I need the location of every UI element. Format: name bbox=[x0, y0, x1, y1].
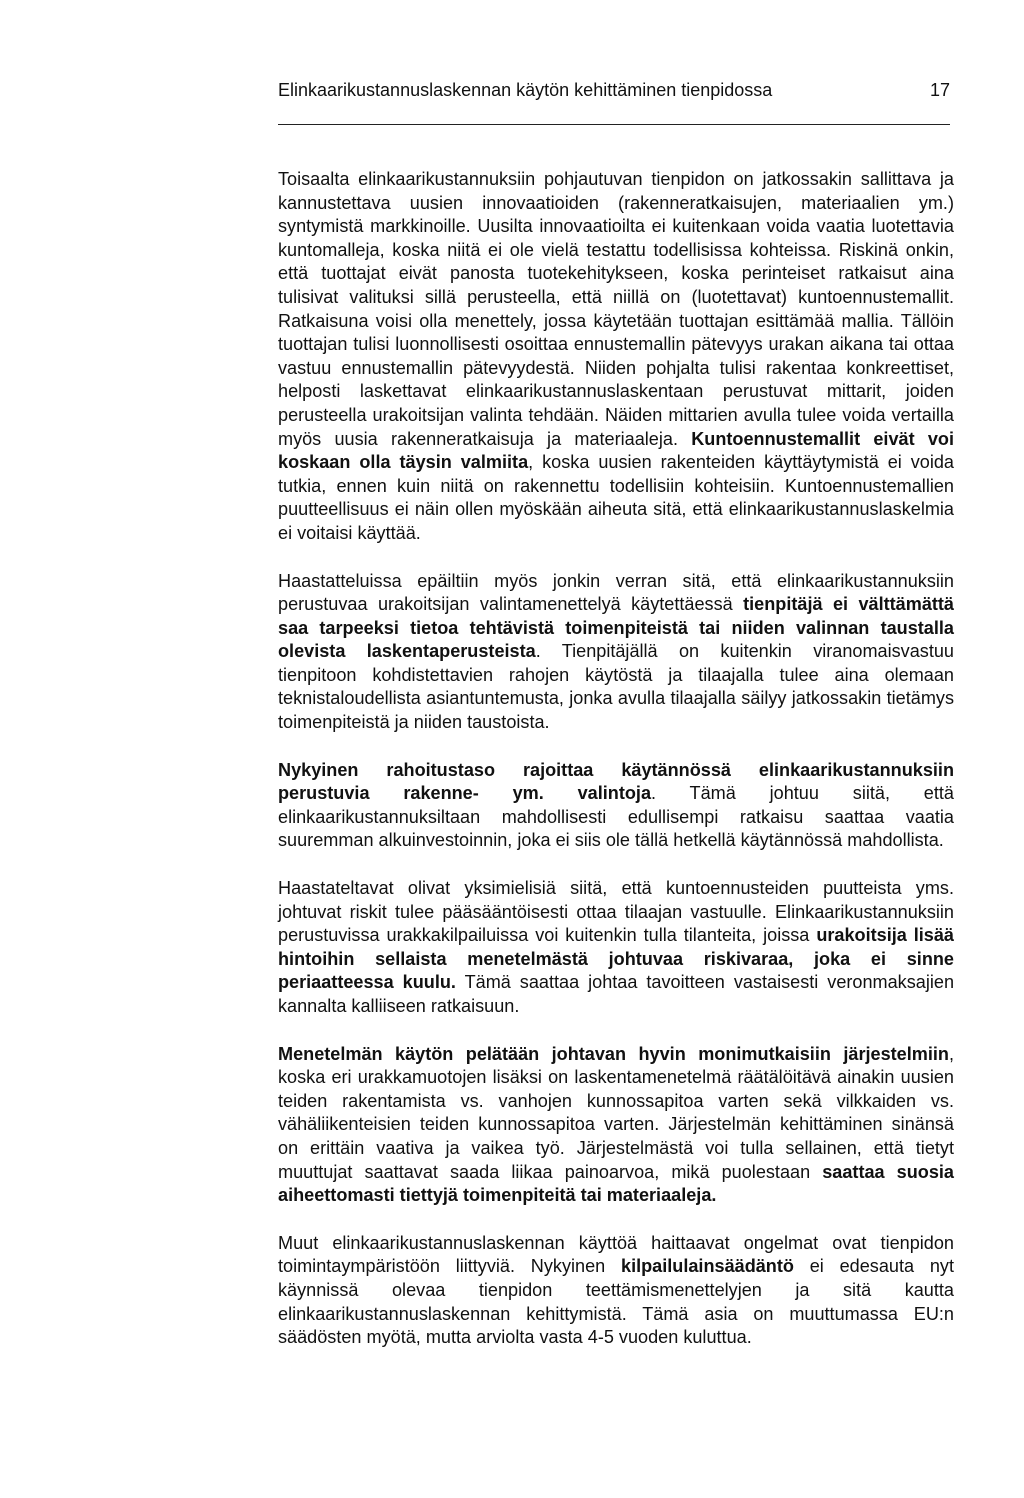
text-segment: Tämä saattaa johtaa tavoitteen vastaisesti veronmaksajien kannalta kalliiseen ratkaisuun. bbox=[278, 972, 955, 1016]
paragraph-2 bbox=[278, 570, 954, 735]
body-text bbox=[278, 168, 954, 1350]
header-rule bbox=[278, 124, 950, 125]
text-segment: . Tienpitäjällä on kuitenkin viranomaisvastuu tienpitoon kohdistettavien rahojen käytöstä ja tilaajalla tulee aina olemaan teknistaloudellista asiantuntemusta, jonka avulla tilaajalla säilyy jatkossakin tietämys toimenpiteistä ja niiden taustoista. bbox=[278, 641, 954, 733]
text-segment-bold: saattaa suosia aiheettomasti tiettyjä toimenpiteitä tai materiaaleja. bbox=[278, 1161, 954, 1206]
text-segment: Toisaalta elinkaarikustannuksiin pohjautuvan tienpidon on jatkossakin sallittava ja kannustettava uusien innovaatioiden (rakenneratkaisujen, materiaalien ym.) syntymistä markkinoille. Uusilta innovaatioilta ei kuitenkaan voida vaatia luotettavia kuntomalleja, koska niitä ei ole vielä testattu todellisissa kohteissa. Riskinä onkin, että tuottajat eivät panosta tuotekehitykseen, koska perinteiset ratkaisut aina tulisivat valituksi sillä perusteella, että niillä on (luotettavat) kuntoennustemallit. Ratkaisuna voisi olla menettely, jossa käytetään tuottajan esittämää mallia. Tällöin tuottajan tulisi luonnollisesti osoittaa ennustemallin pätevyys urakan aikana tai ottaa vastuu ennustemallin pätevyydestä. Niiden pohjalta tulisi rakentaa konkreettiset, helposti laskettavat elinkaarikustannuslaskentaan perustuvat mittarit, joiden perusteella urakoitsijan valinta tehdään. Näiden mittarien avulla tulee voida vertailla myös uusia rakenneratkaisuja ja materiaaleja. bbox=[278, 169, 954, 449]
text-segment: , koska uusien rakenteiden käyttäytymistä ei voida tutkia, ennen kuin niitä on rakennettu todellisiin kohteisiin. Kuntoennustemallien puutteellisuus ei näin ollen myöskään aiheuta sitä, että elinkaarikustannuslaskelmia ei voitaisi käyttää. bbox=[278, 452, 954, 543]
page-number: 17 bbox=[929, 80, 950, 100]
text-segment-bold: Menetelmän käytön pelätään johtavan hyvin monimutkaisiin järjestelmiin bbox=[278, 1043, 949, 1064]
text-segment: Muut elinkaarikustannuslaskennan käyttöä haittaavat ongelmat ovat tienpidon toimintaympäristöön liittyviä. Nykyinen bbox=[278, 1232, 954, 1277]
text-segment: , koska eri urakkamuotojen lisäksi on laskentamenetelmä räätälöitävä ainakin uusien teiden rakentamista vs. vanhojen kunnossapitoa varten sekä vilkkaiden vs. vähäliikenteisien teiden kunnossapitoa varten. Järjestelmän kehittäminen sinänsä on erittäin vaativa ja vaikea työ. Järjestelmästä voi tulla sellainen, että tietyt muuttujat saattavat saada liikaa painoarvoa, mikä puolestaan bbox=[278, 1043, 954, 1182]
paragraph-3 bbox=[278, 759, 954, 853]
header-title: Elinkaarikustannuslaskennan käytön kehittäminen tienpidossa bbox=[278, 80, 773, 100]
text-segment: ei edesauta nyt käynnissä olevaa tienpidon teettämismenettelyjen ja sitä kautta elinkaarikustannuslaskennan kehittymistä. Tämä asia on muuttumassa EU:n säädösten myötä, mutta arviolta vasta 4-5 vuoden kuluttua. bbox=[278, 1256, 954, 1348]
text-segment-bold: urakoitsija lisää hintoihin sellaista menetelmästä johtuvaa riskivaraa, joka ei sinne periaatteessa kuulu. bbox=[278, 925, 954, 993]
paragraph-1 bbox=[278, 168, 954, 546]
text-segment-bold: kilpailulainsäädäntö bbox=[621, 1256, 794, 1277]
text-segment-bold: Nykyinen rahoitustaso rajoittaa käytännössä elinkaarikustannuksiin perustuvia rakenne- ym. valintoja bbox=[278, 759, 954, 804]
paragraph-4 bbox=[278, 877, 954, 1019]
paragraph-5 bbox=[278, 1043, 954, 1208]
running-header bbox=[278, 80, 950, 108]
text-segment-bold: Kuntoennustemallit eivät voi koskaan olla täysin valmiita bbox=[278, 428, 954, 473]
paragraph-6 bbox=[278, 1232, 954, 1350]
text-segment: Haastateltavat olivat yksimielisiä siitä, että kuntoennusteiden puutteista yms. johtuvat riskit tulee pääsääntöisesti ottaa tilaajan vastuulle. Elinkaarikustannuksiin perustuvissa urakkakilpailuissa voi kuitenkin tulla tilanteita, joissa bbox=[278, 878, 954, 946]
text-segment: . Tämä johtuu siitä, että elinkaarikustannuksiltaan mahdollisesti edullisempi ratkaisu saattaa vaatia suuremman alkuinvestoinnin, joka ei siis ole tällä hetkellä käytännössä mahdollista. bbox=[278, 783, 954, 851]
text-segment-bold: tienpitäjä ei välttämättä saa tarpeeksi tietoa tehtävistä toimenpiteistä tai niiden valinnan taustalla olevista laskentaperusteista bbox=[278, 594, 954, 662]
text-segment: Haastatteluissa epäiltiin myös jonkin verran sitä, että elinkaarikustannuksiin perustuvaa urakoitsijan valintamenettelyä käytettäessä bbox=[278, 570, 954, 615]
